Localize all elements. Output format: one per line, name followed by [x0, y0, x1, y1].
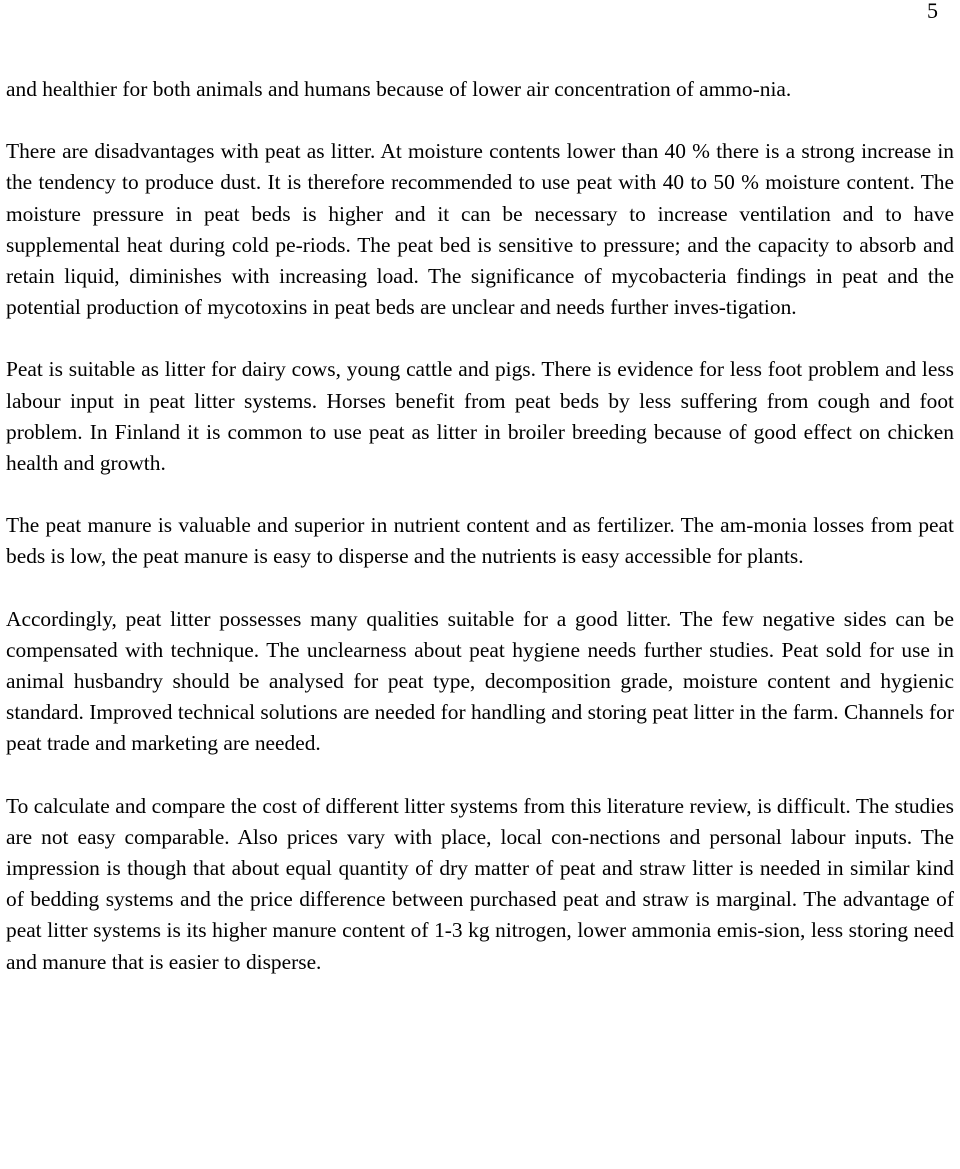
paragraph-peat-manure: The peat manure is valuable and superior in nutrient content and as fertilizer. The am-monia losses from peat beds is low, the peat manure is easy to disperse and the nutrients is easy accessible for plants. [6, 513, 954, 569]
paragraph-disadvantages: There are disadvantages with peat as litter. At moisture contents lower than 40 % there is a strong increase in the tendency to produce dust. It is therefore recommended to use peat with 40 to 50 % moisture content. The moisture pressure in peat beds is higher and it can be necessary to increase ventilation and to have supplemental heat during cold pe-riods. The peat bed is sensitive to pressure; and the capacity to absorb and retain liquid, diminishes with increasing load. The significance of mycobacteria findings in peat and the potential production of mycotoxins in peat beds are unclear and needs further inves-tigation. [6, 139, 954, 320]
paragraph-cost-comparison: To calculate and compare the cost of different litter systems from this literature review, is difficult. The studies are not easy comparable. Also prices vary with place, local con-nections and personal labour inputs. The impression is though that about equal quantity of dry matter of peat and straw litter is needed in similar kind of bedding systems and the price difference between purchased peat and straw is marginal. The advantage of peat litter systems is its higher manure content of 1-3 kg nitrogen, lower ammonia emis-sion, less storing need and manure that is easier to disperse. [6, 793, 954, 974]
paragraph-ammonia-health: and healthier for both animals and humans because of lower air concentration of ammo-nia. [6, 77, 792, 101]
document-body [6, 74, 954, 978]
paragraph-suitability: Peat is suitable as litter for dairy cows, young cattle and pigs. There is evidence for less foot problem and less labour input in peat litter systems. Horses benefit from peat beds by less suffering from cough and foot problem. In Finland it is common to use peat as litter in broiler breeding because of good effect on chicken health and growth. [6, 357, 954, 476]
paragraph-conclusions: Accordingly, peat litter possesses many qualities suitable for a good litter. The few negative sides can be compensated with technique. The unclearness about peat hygiene needs further studies. Peat sold for use in animal husbandry should be analysed for peat type, decomposition grade, moisture content and hygienic standard. Improved technical solutions are needed for handling and storing peat litter in the farm. Channels for peat trade and marketing are needed. [6, 606, 954, 756]
page-number: 5 [927, 0, 938, 23]
